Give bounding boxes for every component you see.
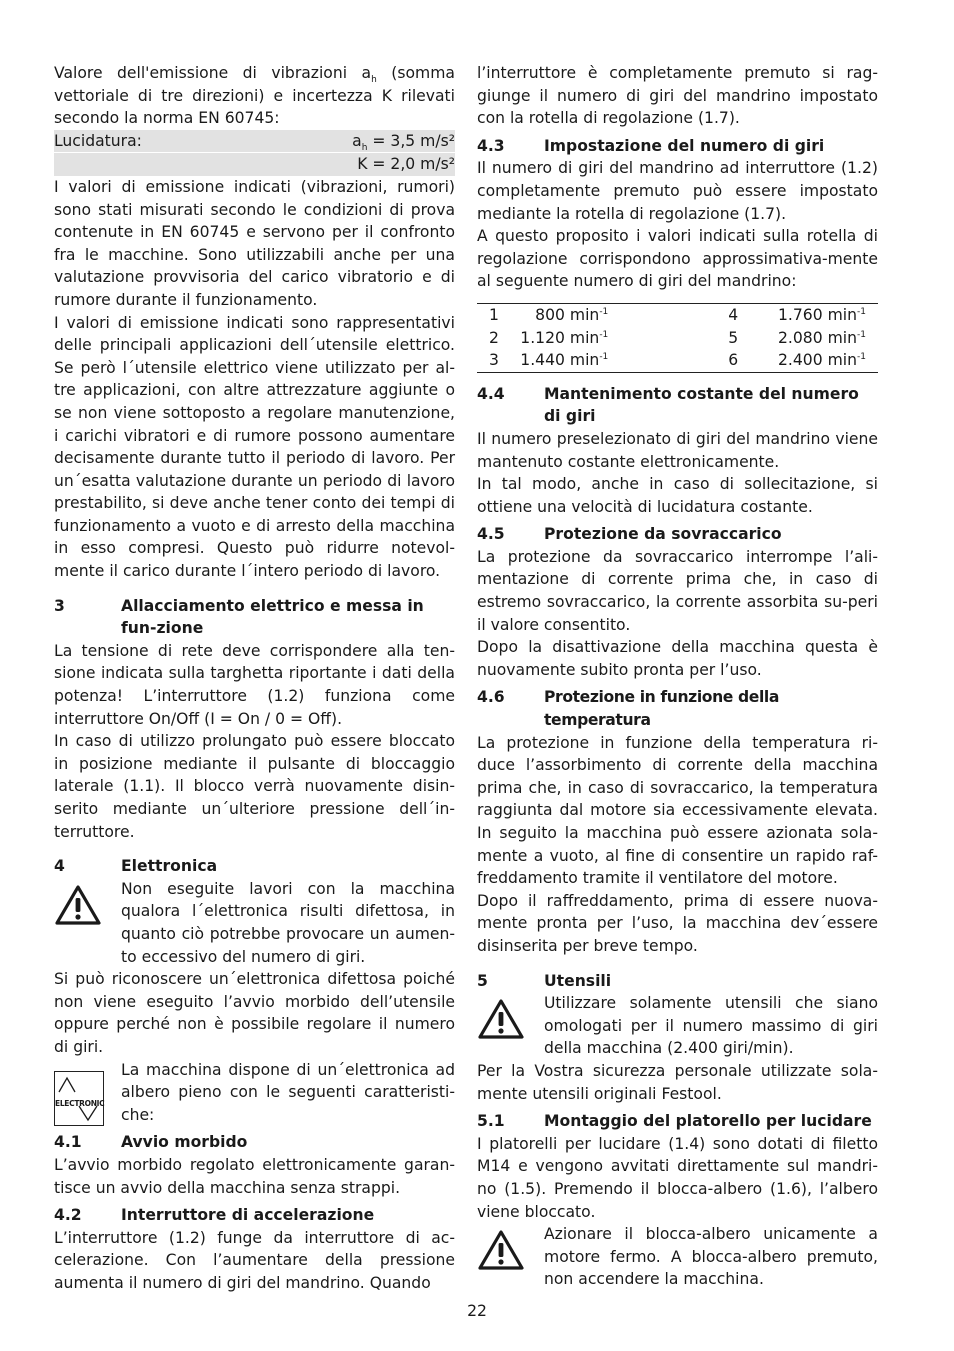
section-heading-4-1: 4.1 Avvio morbido [54,1133,248,1152]
speed-table [477,303,878,373]
paragraph: L’avvio morbido regolato elettronicamente garan-tisce un avvio della macchina senza strappi. [54,1155,455,1197]
warning-block: Azionare il blocca-albero unicamente a motore fermo. A blocca-albero premuto, non accendere la macchina. [477,1223,878,1291]
paragraph: Dopo il raffreddamento, prima di essere nuova-mente pronta per l’uso, la macchina dev´essere disinserita per breve tempo. [477,891,878,955]
paragraph: Il numero di giri del mandrino ad interruttore (1.2) completamente premuto può essere impostato mediante la rotella di regolazione (1.7). [477,159,878,223]
table-row: 3 1.440 $\min^{-1}$ 6 2.400 $\min^{-1}$ [489,351,866,370]
paragraph: Dopo la disattivazione della macchina questa è nuovamente subito pronta per l’uso. [477,638,878,679]
electronic-icon: ELECTRONIC [54,1071,104,1126]
section-heading-4-2: 4.2 Interruttore di accelerazione [54,1206,375,1225]
section-heading-5-1: 5.1 Montaggio del platorello per lucidare [477,1112,872,1131]
paragraph: I platorelli per lucidare (1.4) sono dotati di filetto M14 e vengono avvitati direttamente sul mandri-no (1.5). Premendo il blocca-albero (1.6), l’albero viene bloccato. [477,1134,878,1221]
paragraph: Per la Vostra sicurezza personale utilizzate sola-mente utensili originali Festool. [477,1061,878,1103]
paragraph: I valori di emissione indicati (vibrazioni, rumori) sono stati misurati secondo le condizioni di prova contenute in EN 60745 e servono per il confronto fra le macchine. Sono utilizzabili anche per una valutazione provvisoria del carico vibratorio e di rumore durante il funzionamento. [54,177,455,309]
vibration-a-value: $a_h = 3,5$ m/s² [352,131,455,153]
table-row: 2 1.120 $\min^{-1}$ 5 2.080 $\min^{-1}$ [489,328,866,347]
vibration-intro: Valore dell'emissione di vibrazioni $a_h$ (somma vettoriale di tre direzioni) e incertezza K rilevati secondo la norma EN 60745: [54,64,455,128]
section-heading-5: 5 Utensili [477,971,612,990]
paragraph: I valori di emissione indicati sono rappresentativi delle principali applicazioni dell´utensile elettrico. Se però l´utensile elettrico viene utilizzato per al-tre applicazioni, con altre attrezzature aggiunte o se non viene sottoposto a regolare manutenzione, i carichi vibratori e di rumore possono aumentare decisamente durante tutto il periodo di lavoro. Per un´esatta valutazione durante un periodo di lavoro prestabilito, si deve anche tener conto dei tempi di funzionamento a vuoto e di arresto della macchina in esso compresi. Questo può ridurre notevol-mente il carico durante l´intero periodo di lavoro. [54,313,455,581]
paragraph: Il numero preselezionato di giri del mandrino viene mantenuto costante elettronicamente. [477,429,878,471]
page-number: 22 [467,1302,487,1320]
paragraph: A questo proposito i valori indicati sulla rotella di regolazione corrispondono approssimativa-mente al seguente numero di giri del mandrino: [477,227,878,291]
paragraph: L’interruttore (1.2) funge da interruttore di ac-celerazione. Con l’aumentare della pressione aumenta il numero di giri del mandrino. Quando [54,1228,455,1292]
paragraph: l’interruttore è completamente premuto si rag-giunge il numero di giri del mandrino impostato con la rotella di regolazione (1.7). [477,64,878,128]
table-row: 1 800 $\min^{-1}$ 4 1.760 $\min^{-1}$ [489,305,866,324]
vibration-row-a [54,130,455,153]
warning-block: Non eseguite lavori con la macchina qualora l´elettronica risulti difettosa, in quanto ciò potrebbe provocare un aumen-to eccessivo del numero di giri. [54,878,455,968]
paragraph: Si può riconoscere un´elettronica difettosa poiché non viene eseguito l’avvio morbido dell’utensile oppure perché non è possibile regolare il numero di giri. [54,970,455,1056]
section-heading-4-6: 4.6 Protezione in funzione della temperatura [477,688,779,730]
vibration-k-value: K = 2,0 m/s² [357,155,455,174]
section-heading-3: 3 Allacciamento elettrico e messa in fun-zione [54,596,424,638]
paragraph: La protezione in funzione della temperatura ri-duce l’assorbimento di corrente della macchina prima che, in caso di sovraccarico, la temperatura raggiunta dal motore sia eccessivamente elevata. In seguito la macchina può essere azionata sola-mente a vuoto, al fine di consentire un rapido raf-freddamento tramite il ventilatore del motore. [477,733,878,888]
warning-icon [477,1223,544,1291]
right-column [477,62,878,1291]
warning-icon [54,878,121,968]
paragraph: In caso di utilizzo prolungato può essere bloccato in posizione mediante il pulsante di bloccaggio laterale (1.1). Il blocco verrà nuovamente disin-serito mediante un´ulteriore pressione dell´in-terruttore. [54,732,455,841]
paragraph: In tal modo, anche in caso di sollecitazione, si ottiene una velocità di lucidatura costante. [477,475,878,516]
electronic-block: ELECTRONIC La macchina dispone di un´elettronica ad albero pieno con le seguenti caratteristi-che: [55,1060,455,1124]
warning-block: Utilizzare solamente utensili che siano omologati per il numero massimo di giri della macchina (2.400 giri/min). [477,992,878,1060]
paragraph: La tensione di rete deve corrispondere alla ten-sione indicata sulla targhetta riportante i dati della potenza! L’interruttore (1.2) funziona come interruttore On/Off (I = On / 0 = Off). [54,641,455,728]
section-heading-4-4: 4.4 Mantenimento costante del numero di giri [477,384,859,426]
paragraph: La protezione da sovraccarico interrompe l’ali-mentazione di corrente prima che, in caso di estremo sovraccarico, la corrente assorbita su-peri il valore consentito. [477,547,878,634]
section-heading-4-3: 4.3 Impostazione del numero di giri [477,136,825,155]
left-column [54,62,455,1294]
vibration-row-k [54,153,455,176]
section-heading-4-5: 4.5 Protezione da sovraccarico [477,525,782,544]
section-heading-4: 4 Elettronica [54,857,218,876]
vibration-label: Lucidatura: [54,131,142,150]
warning-icon [477,992,544,1060]
